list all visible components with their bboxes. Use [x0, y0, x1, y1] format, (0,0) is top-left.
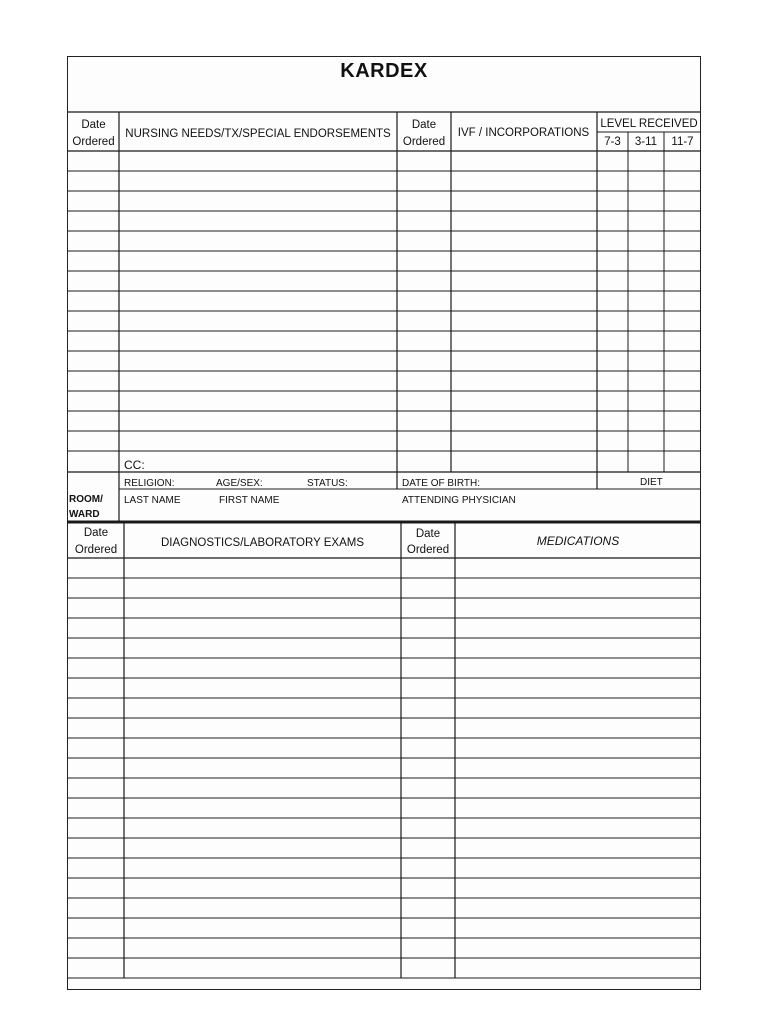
shift-11-7: 11-7 — [671, 136, 694, 148]
medications-header: MEDICATIONS — [536, 534, 620, 548]
date-ordered-right-line2: Ordered — [402, 136, 446, 148]
bottom-date-ordered-left-line2: Ordered — [74, 544, 118, 556]
date-ordered-left-line1: Date — [81, 119, 106, 131]
religion-label: RELIGION: — [124, 478, 175, 489]
attending-physician-label: ATTENDING PHYSICIAN — [402, 495, 516, 506]
date-ordered-right-line1: Date — [411, 119, 437, 131]
diagnostics-header: DIAGNOSTICS/LABORATORY EXAMS — [160, 537, 364, 549]
ivf-header: IVF / INCORPORATIONS — [457, 127, 590, 139]
room-ward-line2: WARD — [69, 509, 100, 520]
form-title: KARDEX — [340, 60, 428, 82]
date-ordered-left-line2: Ordered — [72, 136, 115, 148]
kardex-sheet — [67, 56, 701, 990]
level-received-header: LEVEL RECEIVED — [600, 118, 698, 130]
bottom-date-ordered-left-line1: Date — [83, 527, 109, 539]
date-of-birth-label: DATE OF BIRTH: — [402, 478, 480, 489]
shift-3-11: 3-11 — [634, 136, 658, 148]
cc-label: CC: — [124, 458, 145, 472]
age-sex-label: AGE/SEX: — [216, 478, 263, 489]
shift-7-3: 7-3 — [604, 136, 621, 148]
diet-label: DIET — [640, 477, 663, 488]
status-label: STATUS: — [307, 478, 348, 489]
bottom-date-ordered-right-line1: Date — [415, 528, 441, 540]
nursing-needs-header: NURSING NEEDS/TX/SPECIAL ENDORSEMENTS — [125, 128, 391, 140]
room-ward-line1: ROOM/ — [69, 494, 103, 505]
bottom-date-ordered-right-line2: Ordered — [406, 544, 450, 556]
last-name-label: LAST NAME — [124, 495, 181, 506]
first-name-label: FIRST NAME — [219, 495, 280, 506]
